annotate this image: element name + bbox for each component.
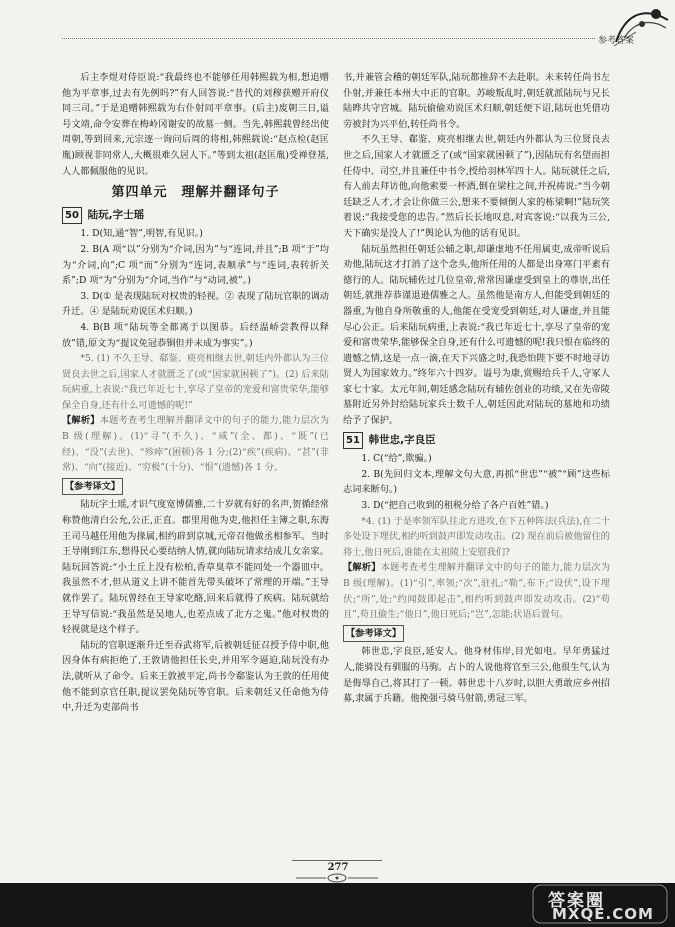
header-ornament <box>606 2 672 50</box>
question-50-heading <box>62 207 329 225</box>
reference-translation-tag: 【参考译文】 <box>343 623 610 645</box>
q50-answer-2: 2. B(A 项“以”分别为“介词,因为”与“连词,并且”;B 项“于”均为“介词,向”;C 项“而”分别为“连词,表顺承”与“连词,表转折关系”;D 项“为”分别为“介词,当作”与“动词,被”。) <box>62 243 329 287</box>
question-51-heading <box>343 432 610 450</box>
analysis-text: 本题考查考生理解并翻译文中的句子的能力,能力层次为 B 级(理解)。(1)“寻”(不久)、“咸”(全、都)、“既”(已经)、“没”(去世)、“殄瘁”(困顿)各 1 分;(2)“疾”(疾病)、“甚”(非常)、“向”(接近)、“穷极”(十分)、“恨”(遗憾)各 1 分。 <box>62 415 330 474</box>
question-51-title: 韩世忠,字良臣 <box>368 433 436 446</box>
left-column <box>62 70 329 716</box>
header-label: 参考答案 <box>596 33 636 46</box>
question-50-title: 陆玩,字士瑶 <box>87 208 145 221</box>
analysis-tag: 【解析】 <box>62 415 100 427</box>
q51-answer-2: 2. B(先回归文本,理解文句大意,再抓“世忠”“被”“顾”这些标志词来断句。) <box>343 468 610 496</box>
right-paragraph-2: 不久王导、郗鉴、庾亮相继去世,朝廷内外都认为三位贤良去世之后,国家人才就匮乏了(或“国家就困顿了”),因陆玩有名望而担任侍中、司空,并且兼任中书令,授给羽林军四十人。陆玩就任之后,有人前去拜访他,向他索要一杯酒,倒在梁柱之间,并祝祷说:“当今朝廷缺乏人才,才会让你做三公,想来不要倾倒人家的栋梁啊!”陆玩笑着说:“我接受您的忠告。”然后长长地叹息,对宾客说:“以我为三公,天下确实是没人了!”舆论认为他的话有见识。 <box>343 134 610 239</box>
translation-paragraph: 韩世忠,字良臣,延安人。他身材伟岸,目光如电。早年勇猛过人,能骑没有驯服的马驹。占卜的人说他将官至三公,他很生气,认为是侮辱自己,将其打了一顿。韩世忠十八岁时,以胆大勇敢应乡州招募,隶属于兵籍。他挽强弓骑马射箭,勇冠三军。 <box>343 646 610 705</box>
left-continuation-paragraph: 后主李煜对侍臣说:“我最终也不能够任用韩熙载为相,想追赠他为平章事,过去有先例吗?”有人回答说:“昔代的刘穆获赠开府仪同三司。”于是追赠韩熙载为右仆射同平章事。(后主)废朝三日,谥号文靖,命令安葬在梅岭冈谢安的故墓一侧。当先,韩熙载曾经出使周朝,等到回来,元宗逐一询问后周的将相,韩熙载说:“赵点检(赵匡胤)顾视非同常人,大概很难久居人下。”等到太祖(赵匡胤)受禅登基,人人都佩服他的见识。 <box>62 72 329 177</box>
q50-answer-1: 1. D(知,通“智”,明智,有见识。) <box>80 228 203 240</box>
translation-paragraph-1: 陆玩字士瑶,才识气度宽博儒雅,二十岁就有好的名声,贺循经常称赞他清白公允,公正,正直。郡里用他为吏,他担任主簿之职,东海王司马越任用他为掾属,相约辟到京城,元帝召他做丞相参军。当时王导刚到江东,想得民心要结纳人情,就向陆玩请求结成儿女亲家。陆玩回答说:“小土丘上没有松柏,香草臭草不能同处一个器皿中。我虽然不才,但从道义上讲不能首先带头破坏了常理的开端。”王导就作罢了。陆玩曾经在王导家吃酪,回来后就得了疾病。陆玩就给王导写信说:“我虽然是吴地人,也差点成了北方之鬼。”他对权贵的轻视就是这个样子。 <box>62 499 329 636</box>
q50-analysis <box>62 413 329 475</box>
watermark-chinese: 答案圈 <box>548 891 605 911</box>
right-continuation-paragraph: 书,并兼管会稽的朝廷军队,陆玩都推辞不去赴职。未来转任尚书左仆射,并兼任本州大中正的官职。苏峻叛乱时,朝廷就派陆玩与兄长陆晔共守宫城。陆玩偷偷劝说匡术归顺,朝廷便下诏,陆玩也凭借功劳被封为兴平伯,转任尚书令。 <box>343 72 610 130</box>
translation-paragraph-2: 陆玩的官职逐渐升迁至吞武将军,后被朝廷征召授予侍中职,他因身体有病拒绝了,王敦请他担任长史,并用军令逼迫,陆玩没有办法,就听从了命令。后来王敦被平定,尚书令郗鉴认为王敦的任用使他不能到京官任职,提议罢免陆玩等官职。后来朝廷又任命他为侍中,升迁为吏部尚书 <box>62 639 329 714</box>
q51-answer-4: *4. (1) 于是率领军队往北方进攻,在下五种阵法(兵法),在二十多处设下埋伏,相约听到鼓声即发动攻击。(2) 现在前后被他留住的将士,他日死后,谁能在太祖陵上安慰我们? <box>343 515 610 558</box>
question-50-number: 50 <box>62 207 82 225</box>
analysis-text: 本题考查考生理解并翻译文中的句子的能力,能力层次为 B 级(理解)。(1)“引”,率领;“次”,驻扎;“勒”,布下;“设伏”,设下埋伏;“所”,处;“约闻鼓即起击”,相约听到鼓声即发动攻击。(2)“苟且”,苟且偷生;“他日”,他日死后;“岂”,怎能;状语后置句。 <box>343 562 611 621</box>
page-number-ornament <box>296 873 378 883</box>
reference-translation-tag: 【参考译文】 <box>62 476 329 498</box>
q51-analysis <box>343 560 610 622</box>
page-number: 277 <box>327 862 349 873</box>
unit-title: 第四单元 理解并翻译句子 <box>111 185 280 201</box>
analysis-tag: 【解析】 <box>343 562 381 574</box>
q51-answer-1: 1. C(“给”,欺骗。) <box>361 453 432 465</box>
q51-answer-3: 3. D(“把自己收到的租税分给了各户百姓”错。) <box>361 500 549 512</box>
right-paragraph-3: 陆玩虽然担任朝廷公辅之职,却谦虚地不任用属吏,成帝听说后劝他,陆玩这才打消了这个念头,他所任用的人都是出身寒门平素有德行的人。陆玩辅佐过几位皇帝,常常因谦虚受到皇上的尊崇,出任朝廷,就推荐恭谨退逊儒雅之人。虽然他是南方人,但能受到朝廷的器重,为他自身所敬重的人,他能在受宠受到朝廷,对人谦虚,并且能尽心公正。后来陆玩病重,上表说:“我已年近七十,享尽了皇帝的宠爱和富贵荣华,能够保全自身,还有什么可遗憾的呢!我只恨在临终的遗憾之情,这是一点一滴,在天下兴盛之时,我恐怕陛下要不时地寻访贤人为国家效力。”终年六十四岁。谥号为康,赏赐给兵千人,守冢人家七十家。太元年间,朝廷感念陆玩有辅佐创业的功绩,又在先帝陵墓附近另外封给陆玩家兵士数千人,朝廷因此对陆玩的墓地和功绩给予了保护。 <box>343 243 610 427</box>
q50-answer-5: *5. (1) 不久王导、郗鉴、庾亮相继去世,朝廷内外都认为三位贤良去世之后,国家人才就匮乏了(或“国家就困顿了”)。(2) 后来陆玩病重,上表说:“我已年近七十,享尽了皇帝的宠爱和富贵荣华,能够保全自身,还有什么可遗憾的呢!” <box>62 353 329 411</box>
right-column <box>343 70 610 707</box>
header-dotted-rule <box>62 38 607 39</box>
question-51-number: 51 <box>343 432 363 450</box>
page-number-rule <box>292 860 382 861</box>
q50-answer-3: 3. D(① 是表现陆玩对权贵的轻视。② 表现了陆玩官职的调动升迁。④ 是陆玩劝说匡术归顺。) <box>62 290 329 318</box>
watermark-url: MXQE.COM <box>552 905 654 923</box>
q50-answer-4: 4. B(B 项“陆玩等全都离于以图恭。后经温峤尝教得以释放”错,原文为“提议免冠恭铜但并未成为事实”。) <box>62 321 329 349</box>
